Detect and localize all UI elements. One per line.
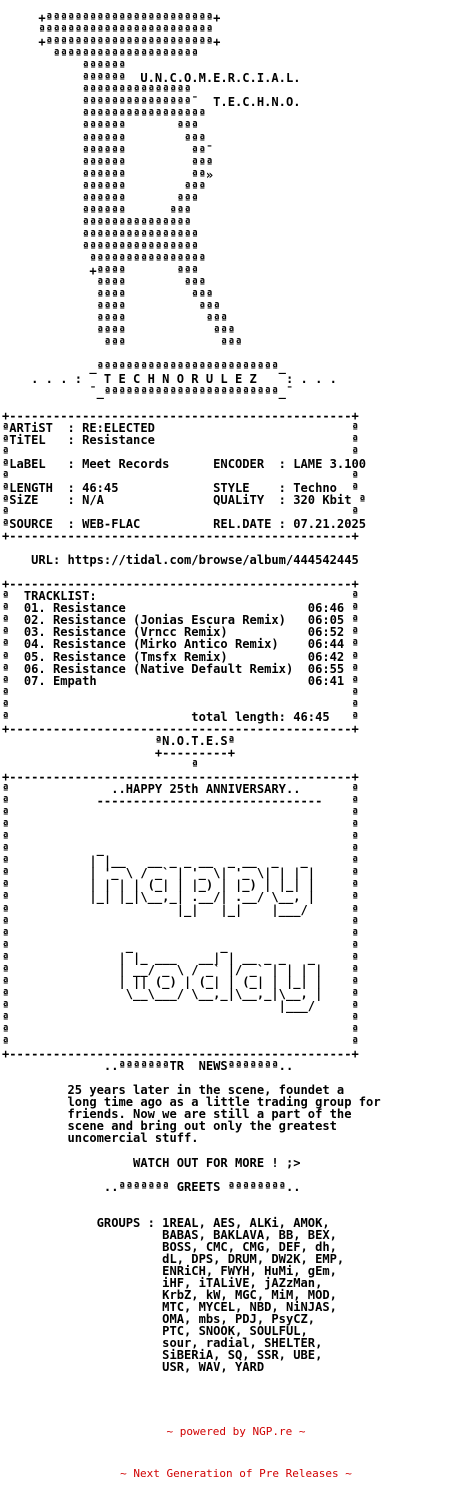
nfo-line: +ªªªªªªªªªªªªªªªªªªªªªªª+ [2, 35, 221, 50]
nfo-line: ªªªªªªªªªªªªªªªªªªªªªªªª [2, 23, 214, 38]
nfo-line: . . . : T E C H N O R U L E Z : . . . [2, 372, 337, 387]
nfo-line: ªªªªªª [2, 59, 126, 74]
nfo-line: +ªªªªªªªªªªªªªªªªªªªªªªª+ [2, 11, 221, 26]
nfo-line: ª ª [2, 818, 359, 833]
nfo-line: ª ª [2, 1010, 359, 1025]
nfo-line: ª ª [2, 444, 359, 459]
nfo-line: 25 years later in the scene, foundet a [2, 1083, 345, 1098]
nfo-line: ª 01. Resistance 06:46 ª [2, 601, 359, 616]
nfo-line: ªªªªªªªªªªªªªªªª [2, 251, 206, 266]
nfo-line: ªARTiST : RE:ELECTED ª [2, 420, 359, 435]
nfo-line: long time ago as a little trading group for [2, 1095, 381, 1110]
nfo-line: ªLENGTH : 46:45 STYLE : Techno ª [2, 480, 359, 495]
nfo-line: OMA, mbs, PDJ, PsyCZ, [2, 1312, 316, 1327]
nfo-line: _ªªªªªªªªªªªªªªªªªªªªªªªªª_ [2, 360, 286, 375]
nfo-line: ªªªªªª ªª¯ [2, 143, 214, 158]
nfo-line: ª total length: 46:45 ª [2, 709, 359, 724]
nfo-line [2, 1144, 472, 1156]
nfo-line: scene and bring out only the greatest [2, 1119, 337, 1134]
nfo-line: ªN.O.T.E.Sª [2, 733, 235, 748]
nfo-line [2, 1385, 472, 1397]
nfo-line: ª ª [2, 685, 359, 700]
nfo-line: ª ª [2, 914, 359, 929]
nfo-line: ª ª [2, 926, 359, 941]
nfo-line: ªªªªªªªªªªªªªªªª [2, 227, 199, 242]
nfo-line [2, 398, 472, 410]
nfo-line: ª \__\___/ \__,_|\__,_|\__, | ª [2, 986, 359, 1001]
nfo-line: +-----------------------------------------------+ [2, 721, 359, 736]
nfo-line: ª 05. Resistance (Tmsfx Remix) 06:42 ª [2, 649, 359, 664]
nfo-line: BOSS, CMC, CMG, DEF, dh, [2, 1239, 337, 1254]
nfo-line: ªªª ªªª [2, 336, 243, 351]
nfo-line: ª |_| |_|\__,_| .__/| .__/ \__, | ª [2, 890, 359, 905]
nfo-line: ªSOURCE : WEB-FLAC REL.DATE : 07.21.2025 [2, 517, 367, 532]
nfo-line: friends. Now we are still a part of the [2, 1107, 352, 1122]
nfo-line: ª TRACKLIST: ª [2, 589, 359, 604]
nfo-line: +ªªªª ªªª [2, 264, 199, 279]
nfo-line: ª ..HAPPY 25th ANNIVERSARY.. ª [2, 782, 359, 797]
nfo-line [2, 1193, 472, 1205]
nfo-line: dL, DPS, DRUM, DW2K, EMP, [2, 1251, 345, 1266]
nfo-line: ªªªªªªªªªªªªªªªªªªªª [2, 47, 199, 62]
nfo-line: ªªªªªª ªªª [2, 191, 199, 206]
nfo-line: ªªªªªª ªªª [2, 155, 214, 170]
nfo-line: ..ªªªªªªªTR NEWSªªªªªªª.. [2, 1059, 294, 1074]
nfo-line: +---------+ [2, 745, 235, 760]
ngp-link[interactable]: NGP.re [252, 1425, 293, 1439]
nfo-line: ..ªªªªªªª GREETS ªªªªªªªª.. [2, 1179, 301, 1194]
footer-powered-by: ~ powered by NGP.re ~ [166, 1425, 306, 1439]
nfo-line: ªSiZE : N/A QUALiTY : 320 Kbit ª [2, 492, 367, 507]
nfo-line: PTC, SNOOK, SOULFUL, [2, 1324, 308, 1339]
nfo-line: ª | |_ ___ __| | __ _ _ _ ª [2, 950, 359, 965]
nfo-line: MTC, MYCEL, NBD, NiNJAS, [2, 1300, 337, 1315]
nfo-line: USR, WAV, YARD [2, 1360, 265, 1375]
nfo-line: ª |_| |_| |___/ ª [2, 902, 359, 917]
nfo-line: ª |___/ ª [2, 998, 359, 1013]
nfo-line: ªªªªªªªªªªªªªªª [2, 83, 192, 98]
nfo-line [2, 1205, 472, 1217]
nfo-line: ªªªªªªªªªªªªªªª¯ T.E.C.H.N.O. [2, 95, 301, 110]
nfo-line: ª ª [2, 697, 359, 712]
nfo-line: ªªªªªª ªªª [2, 131, 206, 146]
nfo-line: ª 03. Resistance (Vrncc Remix) 06:52 ª [2, 625, 359, 640]
nfo-line: ªªªª ªªª [2, 288, 214, 303]
nfo-line: +-----------------------------------------------+ [2, 770, 359, 784]
nfo-line: +-----------------------------------------------+ [2, 529, 359, 544]
nfo-line: +-----------------------------------------------+ [2, 408, 359, 423]
nfo-line: ª | __/ _ \ / _` |/ _` | | | | ª [2, 962, 359, 977]
nfo-line: ª ------------------------------- ª [2, 794, 359, 809]
nfo-line: ª ª [2, 806, 359, 821]
nfo-line: ª ª [2, 1022, 359, 1037]
nfo-line: ª 02. Resistance (Jonias Escura Remix) 06:05 ª [2, 613, 359, 628]
nfo-line: ª 04. Resistance (Mirko Antico Remix) 06:44 ª [2, 637, 359, 652]
nfo-line [2, 1169, 472, 1181]
nfo-line: ªªªªªª ªªª [2, 119, 199, 134]
nfo-line: ªªªª ªªª [2, 300, 221, 315]
nfo-line: ª | |__ __ _ _ __ _ __ _ _ ª [2, 854, 359, 869]
footer [0, 1397, 472, 1495]
nfo-line: uncomercial stuff. [2, 1131, 199, 1146]
nfo-line: KrbZ, kW, MGC, MiM, MOD, [2, 1288, 337, 1303]
nfo-line: ª _ _ ª [2, 938, 359, 953]
nfo-line: WATCH OUT FOR MORE ! ;> [2, 1155, 301, 1170]
nfo-line: ª ª [2, 830, 359, 845]
nfo-line: iHF, iTALiVE, jAZzMan, [2, 1275, 323, 1290]
nfo-line: ª ª [2, 1035, 359, 1050]
nfo-line: ªLaBEL : Meet Records ENCODER : LAME 3.100 [2, 456, 367, 471]
nfo-line: ª | '_ \ / _` | '_ \| '_ \| | | | ª [2, 866, 359, 881]
nfo-line: ªªªªªª U.N.C.O.M.E.R.C.I.A.L. [2, 71, 301, 86]
nfo-line [2, 1373, 472, 1385]
nfo-line: ¯_ªªªªªªªªªªªªªªªªªªªªªªªª_¯ [2, 384, 294, 399]
nfo-line: SiBERiA, SQ, SSR, UBE, [2, 1348, 323, 1363]
nfo-line: ª _ ª [2, 842, 359, 857]
nfo-line: ª 07. Empath 06:41 ª [2, 673, 359, 688]
footer-tagline: ~ Next Generation of Pre Releases ~ [120, 1467, 352, 1481]
nfo-line: ªªªªªª ªªª [2, 179, 206, 194]
nfo-line: ªªªª ªªª [2, 312, 228, 327]
nfo-line: ª 06. Resistance (Native Default Remix) 06:55 ª [2, 661, 359, 676]
nfo-line: ªªªªªªªªªªªªªªªª [2, 239, 199, 254]
nfo-line: GROUPS : 1REAL, AES, ALKi, AMOK, [2, 1215, 330, 1230]
nfo-line: ª | || (_) | (_| | (_| | |_| | ª [2, 974, 359, 989]
nfo-line: ªªªªªª ªª» [2, 167, 214, 182]
nfo-line: ªTiTEL : Resistance ª [2, 432, 359, 447]
nfo-line: ª [2, 757, 199, 772]
nfo-line: ª ª [2, 468, 359, 483]
nfo-line: ªªªªªª ªªª [2, 203, 192, 218]
nfo-line: ªªªªªªªªªªªªªªª [2, 215, 192, 230]
nfo-line: ENRiCH, FWYH, HuMi, gEm, [2, 1263, 337, 1278]
nfo-line: ªªªªªªªªªªªªªªªªª [2, 107, 206, 122]
nfo-line: ª | | | | (_| | |_) | |_) | |_| | ª [2, 878, 359, 893]
nfo-line: BABAS, BAKLAVA, BB, BEX, [2, 1227, 337, 1242]
nfo-line: ªªªª ªªª [2, 324, 235, 339]
nfo-line: +-----------------------------------------------+ [2, 577, 359, 592]
nfo-line: ª ª [2, 504, 359, 519]
nfo-line: ªªªª ªªª [2, 276, 206, 291]
nfo-line: URL: https://tidal.com/browse/album/444542445 [2, 553, 359, 568]
nfo-line: +-----------------------------------------------+ [2, 1047, 359, 1062]
nfo-line: sour, radial, SHELTER, [2, 1336, 323, 1351]
